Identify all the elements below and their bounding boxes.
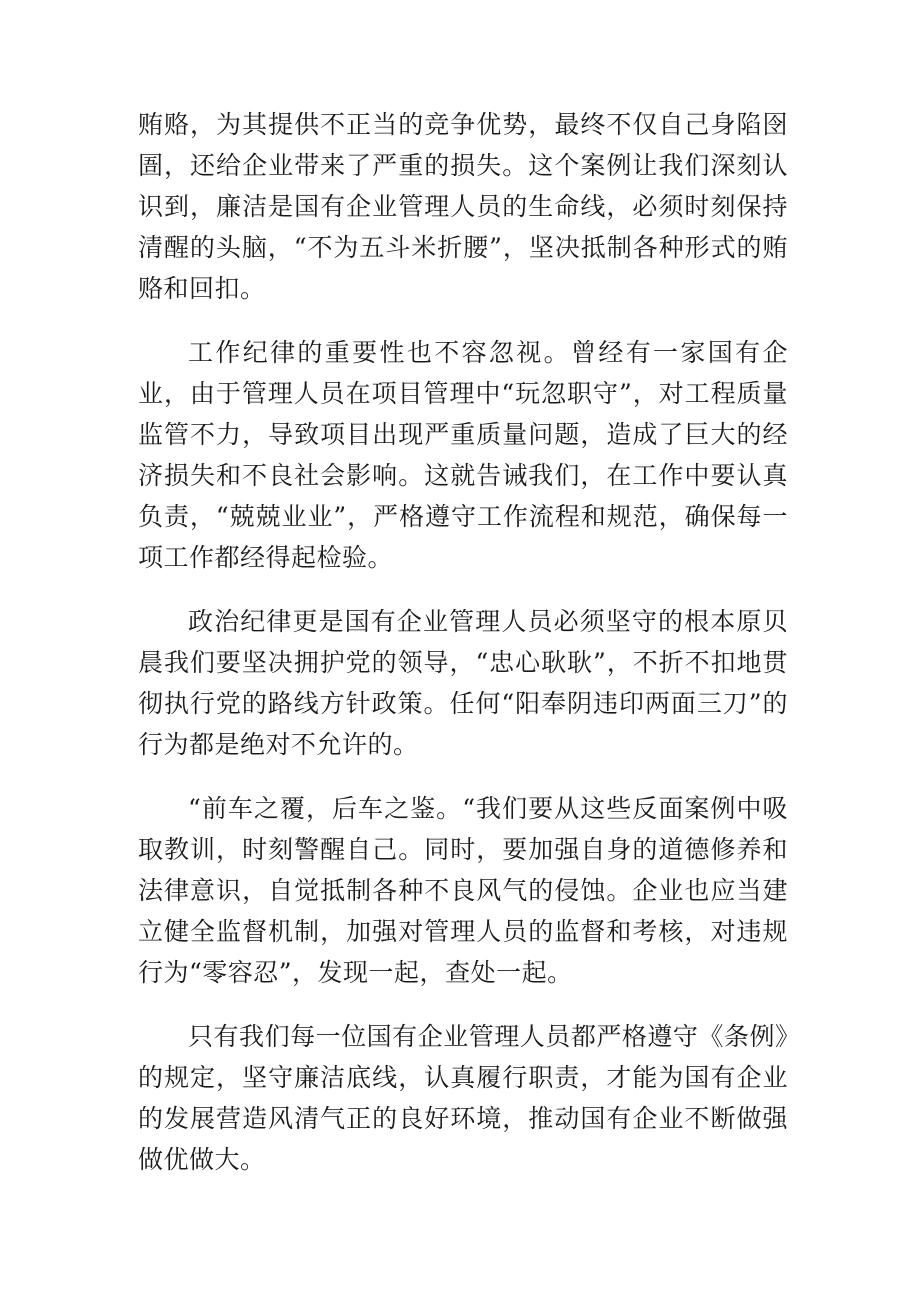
document-body [138, 104, 788, 1203]
paragraph-2: 工作纪律的重要性也不容忽视。曾经有一家国有企业，由于管理人员在项目管理中“玩忽职守”，对工程质量监管不力，导致项目出现严重质量问题，造成了巨大的经济损失和不良社会影响。这就告诫我们，在工作中要认真负责，“兢兢业业”，严格遵守工作流程和规范，确保每一项工作都经得起检验。 [138, 338, 788, 572]
paragraph-4: “前车之覆，后车之鉴。“我们要从这些反面案例中吸取教训，时刻警醒自己。同时，要加强自身的道德修养和法律意识，自觉抵制各种不良风气的侵蚀。企业也应当建立健全监督机制，加强对管理人员的监督和考核，对违规行为“零容忍”，发现一起，查处一起。 [138, 794, 788, 987]
paragraph-1: 贿赂，为其提供不正当的竞争优势，最终不仅自己身陷囹圄，还给企业带来了严重的损失。这个案例让我们深刻认识到，廉洁是国有企业管理人员的生命线，必须时刻保持清醒的头脑，“不为五斗米折腰”，坚决抵制各种形式的贿赂和回扣。 [138, 110, 788, 303]
paragraph-5: 只有我们每一位国有企业管理人员都严格遵守《条例》的规定，坚守廉洁底线，认真履行职责，才能为国有企业的发展营造风清气正的良好环境，推动国有企业不断做强做优做大。 [138, 1022, 788, 1174]
paragraph-3: 政治纪律更是国有企业管理人员必须坚守的根本原贝晨我们要坚决拥护党的领导，“忠心耿耿”，不折不扣地贯彻执行党的路线方针政策。任何“阳奉阴违印两面三刀”的行为都是绝对不允许的。 [138, 607, 788, 759]
